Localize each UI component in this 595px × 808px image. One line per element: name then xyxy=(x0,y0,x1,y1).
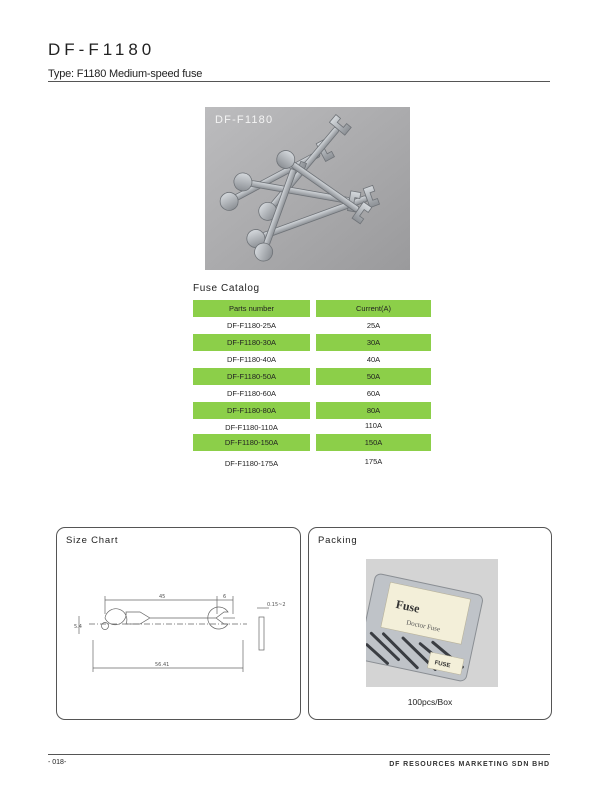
company-name: DF RESOURCES MARKETING SDN BHD xyxy=(389,761,550,768)
packing-caption: 100pcs/Box xyxy=(407,697,453,707)
dim-overall-length: 56.41 xyxy=(155,662,170,668)
size-chart-title: Size Chart xyxy=(66,535,119,546)
catalog-current-cell: 150A xyxy=(316,434,431,451)
footer-divider xyxy=(48,754,550,755)
catalog-part-cell: DF-F1180-175A xyxy=(224,459,279,468)
fuse-dimension-drawing xyxy=(57,528,300,719)
page-number: - 018- xyxy=(48,759,67,766)
catalog-current-cell: 50A xyxy=(316,368,431,385)
packing-title: Packing xyxy=(318,535,358,546)
product-photo xyxy=(205,107,410,270)
catalog-current-cell: 25A xyxy=(366,321,381,330)
catalog-part-cell: DF-F1180-80A xyxy=(193,402,310,419)
box-label-top: Fuse xyxy=(394,596,421,616)
packing-box-photo xyxy=(366,559,498,687)
size-chart-panel xyxy=(56,527,301,720)
fuse-pile-illustration xyxy=(205,107,410,270)
catalog-current-cell: 110A xyxy=(365,421,382,430)
header-divider xyxy=(48,81,550,82)
catalog-part-cell: DF-F1180-30A xyxy=(193,334,310,351)
fuse-box-illustration xyxy=(366,559,498,687)
catalog-part-cell: DF-F1180-50A xyxy=(193,368,310,385)
catalog-part-cell: DF-F1180-150A xyxy=(193,434,310,451)
catalog-header-parts: Parts number xyxy=(193,300,310,317)
page-title: DF-F1180 xyxy=(48,40,156,59)
catalog-part-cell: DF-F1180-40A xyxy=(226,355,277,364)
catalog-current-cell: 175A xyxy=(364,457,383,466)
dim-thickness: 0.15~2 xyxy=(267,602,286,608)
catalog-current-cell: 40A xyxy=(366,355,381,364)
photo-label: DF-F1180 xyxy=(215,114,274,126)
catalog-heading: Fuse Catalog xyxy=(193,283,260,294)
dim-height: 5.4 xyxy=(74,624,82,630)
catalog-current-cell: 60A xyxy=(366,389,381,398)
catalog-current-cell: 80A xyxy=(316,402,431,419)
dim-slot-width: 6 xyxy=(223,594,227,600)
box-label-brand: Doctor Fuse xyxy=(405,618,441,634)
catalog-current-cell: 30A xyxy=(316,334,431,351)
dim-hole-spacing: 45 xyxy=(159,594,166,600)
catalog-header-current: Current(A) xyxy=(316,300,431,317)
box-label-side: FUSE xyxy=(433,660,451,670)
catalog-part-cell: DF-F1180-110A xyxy=(225,423,278,432)
catalog-part-cell: DF-F1180-60A xyxy=(226,389,277,398)
packing-panel xyxy=(308,527,552,720)
page-subtitle: Type: F1180 Medium-speed fuse xyxy=(48,68,203,80)
catalog-part-cell: DF-F1180-25A xyxy=(226,321,277,330)
